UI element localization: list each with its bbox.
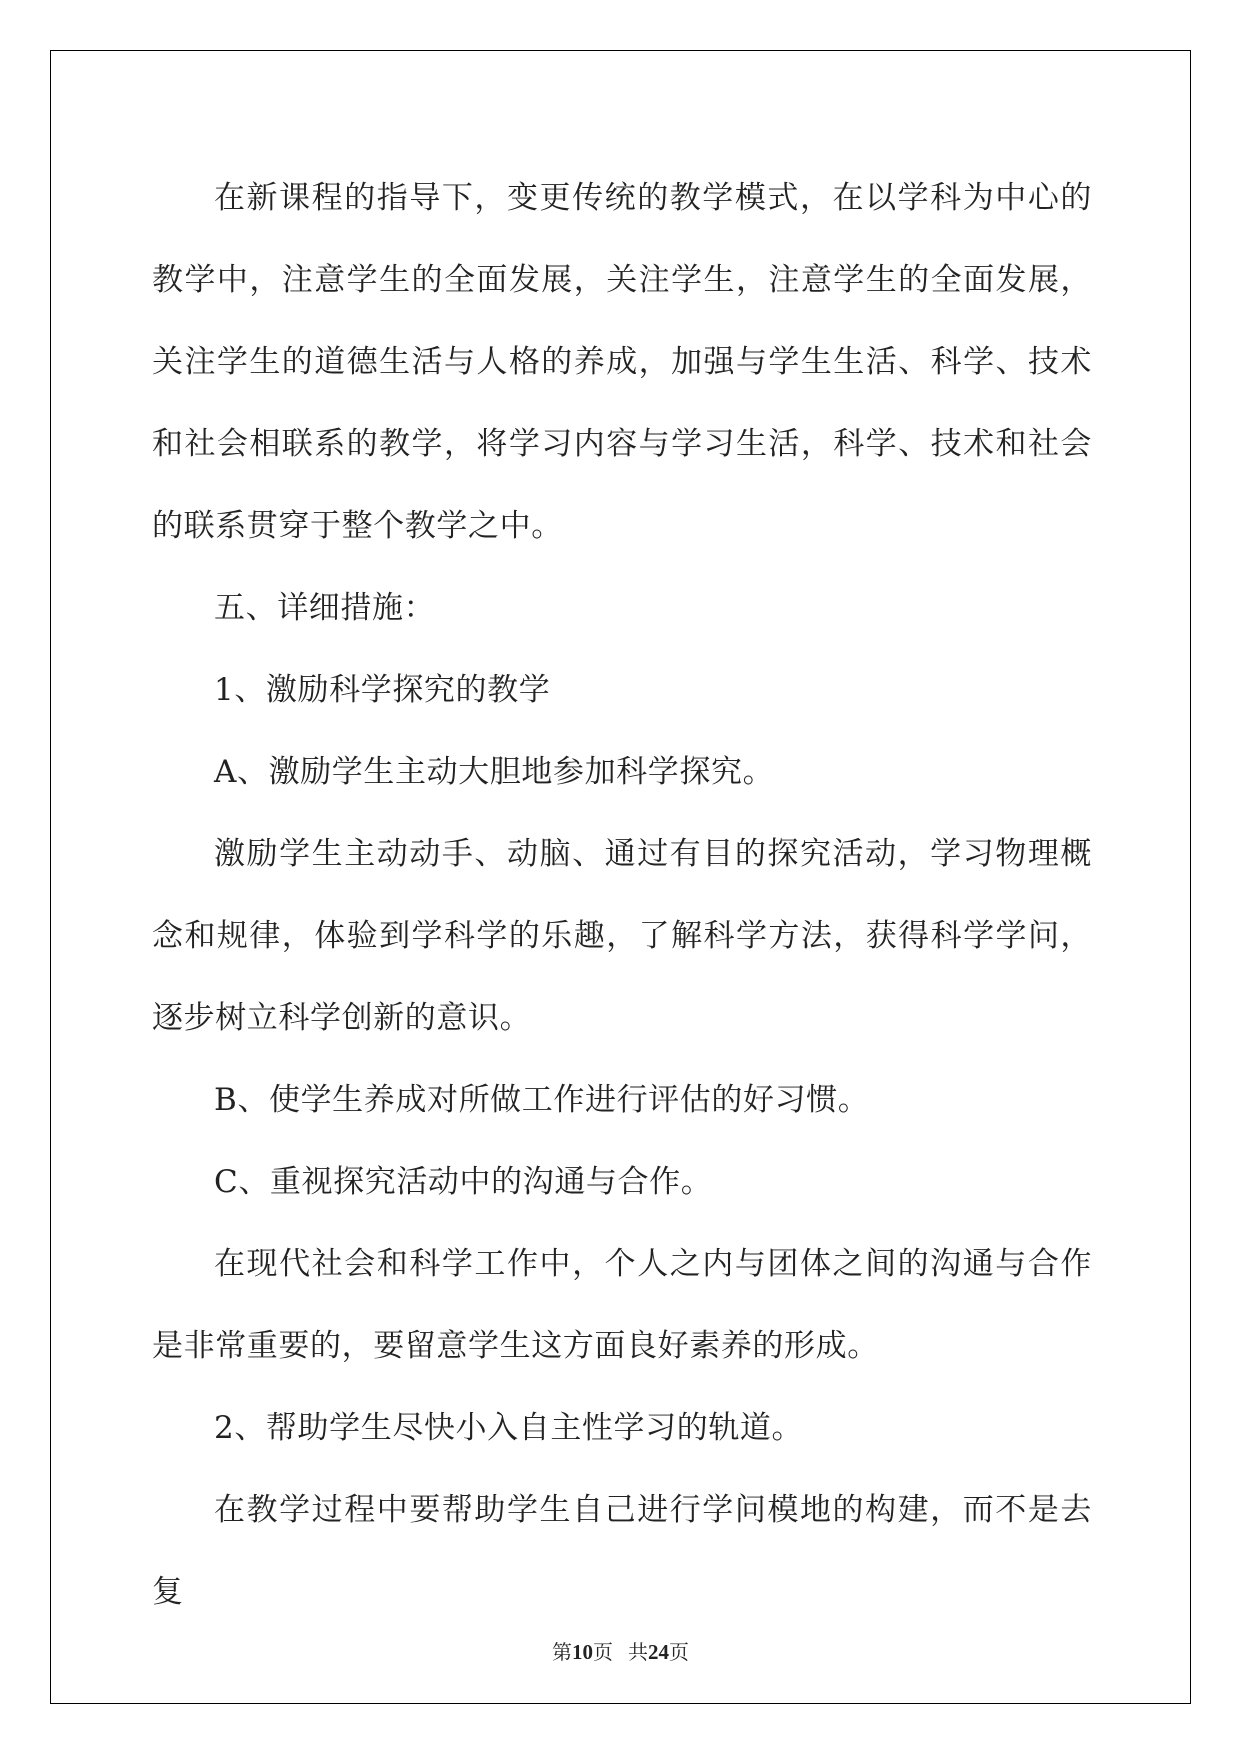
footer-prefix: 第 xyxy=(552,1642,572,1664)
total-page-number: 24 xyxy=(648,1640,669,1664)
paragraph-2-detail: 在教学过程中要帮助学生自己进行学问模地的构建，而不是去复 xyxy=(152,1492,1092,1610)
current-page-number: 10 xyxy=(572,1640,593,1664)
item-heading-2: 2、帮助学生尽快小入自主性学习的轨道。 xyxy=(214,1410,804,1446)
footer-suffix: 页 xyxy=(669,1642,689,1664)
paragraph-c-detail: 在现代社会和科学工作中，个人之内与团体之间的沟通与合作是非常重要的，要留意学生这方面良好素养的形成。 xyxy=(152,1246,1092,1364)
paragraph-a-detail: 激励学生主动动手、动脑、通过有目的探究活动，学习物理概念和规律，体验到学科学的乐趣，了解科学方法，获得科学学问，逐步树立科学创新的意识。 xyxy=(152,836,1092,1036)
sub-item-c: C、重视探究活动中的沟通与合作。 xyxy=(214,1164,713,1200)
footer-middle: 页 共 xyxy=(593,1642,648,1664)
document-body xyxy=(152,157,1092,1633)
item-heading-1: 1、激励科学探究的教学 xyxy=(214,672,551,708)
sub-item-a: A、激励学生主动大胆地参加科学探究。 xyxy=(214,754,775,790)
paragraph-intro: 在新课程的指导下，变更传统的教学模式，在以学科为中心的教学中，注意学生的全面发展，关注学生，注意学生的全面发展，关注学生的道德生活与人格的养成，加强与学生生活、科学、技术和社会相联系的教学，将学习内容与学习生活，科学、技术和社会的联系贯穿于整个教学之中。 xyxy=(152,180,1092,544)
sub-item-b: B、使学生养成对所做工作进行评估的好习惯。 xyxy=(214,1082,870,1118)
page-footer xyxy=(0,1636,1241,1665)
section-heading-measures: 五、详细措施： xyxy=(214,590,436,626)
